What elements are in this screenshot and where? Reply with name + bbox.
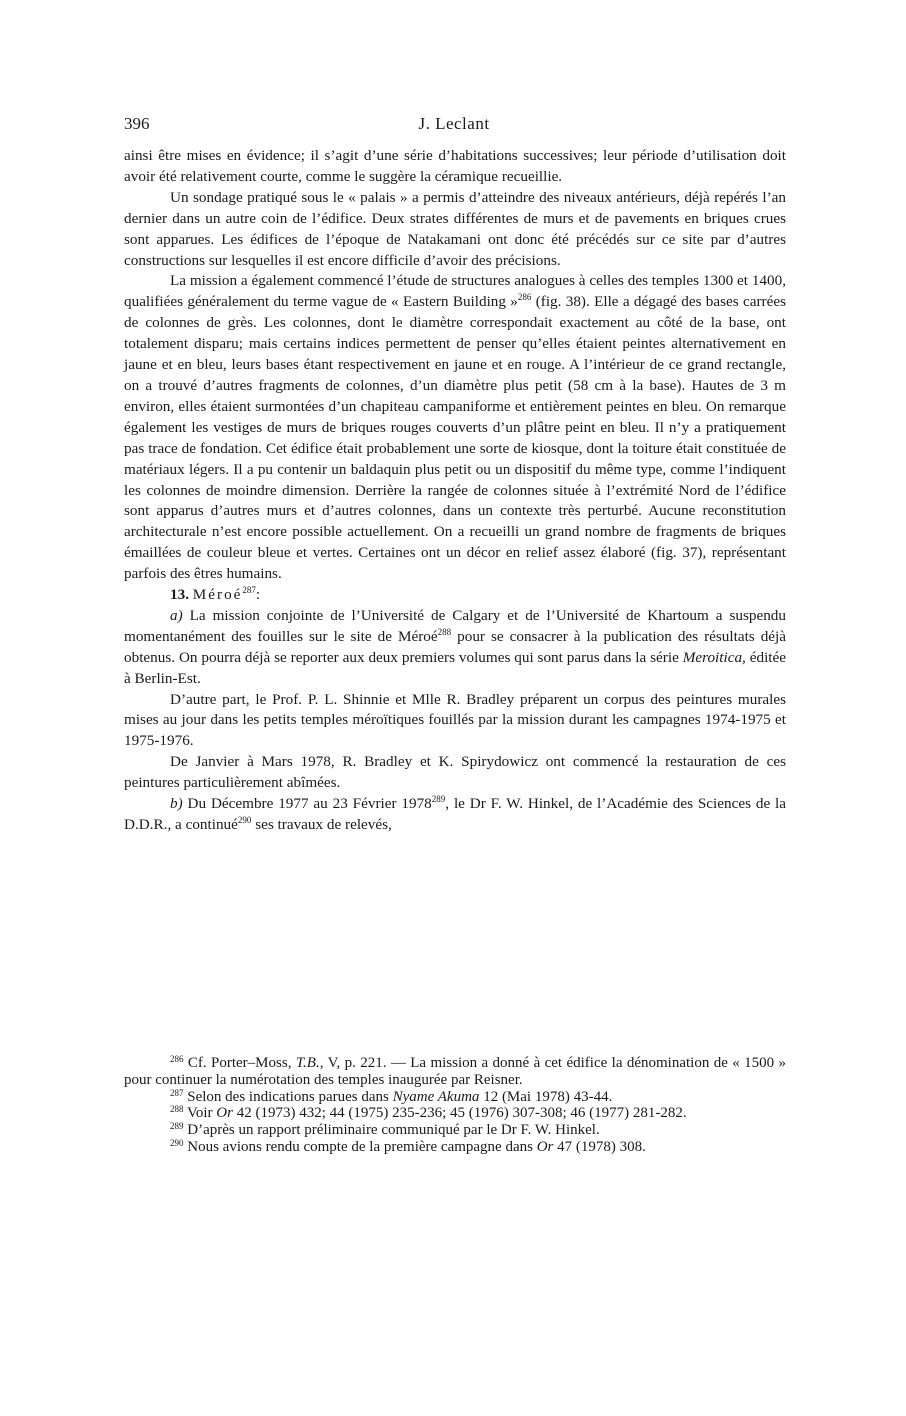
footnote-289 xyxy=(124,1122,786,1139)
footnote-number: 287 xyxy=(170,1087,184,1098)
running-head: J. Leclant xyxy=(418,114,490,133)
footnote-288 xyxy=(124,1105,786,1122)
footnote-287 xyxy=(124,1089,786,1106)
footnote-text: Voir xyxy=(186,1105,217,1122)
footnotes xyxy=(124,1055,786,1156)
paragraph-a-text: La mission conjointe de l’Université de Calgary et de l’Université de Khartoum a suspendu momentanément des fouilles sur le site de Méroé xyxy=(124,606,786,645)
footnote-ref-286: 286 xyxy=(517,292,532,303)
section-heading xyxy=(124,585,786,606)
footnote-italic: Or xyxy=(216,1105,233,1122)
paragraph-a xyxy=(124,606,786,690)
footnote-text: Selon des indications parues dans xyxy=(187,1088,393,1105)
paragraph-2: Un sondage pratiqué sous le « palais » a permis d’atteindre des niveaux antérieurs, déjà repérés l’an dernier dans un autre coin de l’édifice. Deux strates différentes de murs et de pavements en briques crues sont apparues. Les édifices de l’époque de Natakamani ont donc été précédés sur ce site par d’autres constructions sur lesquelles il est encore difficile d’avoir des précisions. xyxy=(124,188,786,269)
footnote-ref-290: 290 xyxy=(237,815,252,825)
section-number: 13. xyxy=(170,586,189,604)
paragraph-b-text-3: ses travaux de relevés, xyxy=(251,816,392,833)
paragraph-3-text-a: La mission a également commencé l’étude de structures analogues à celles des temples 1300 et 1400, qualifiées généralement du terme vague de « Eastern Building » xyxy=(124,272,786,311)
footnote-number: 289 xyxy=(170,1121,184,1132)
page-header xyxy=(124,114,784,138)
footnote-ref-288: 288 xyxy=(437,626,452,637)
footnote-italic: Or xyxy=(536,1138,554,1155)
paragraph-a-text-3: éditée à Berlin-Est. xyxy=(124,648,786,687)
paragraph-b-label: b) xyxy=(170,795,183,813)
paragraph-6: De Janvier à Mars 1978, R. Bradley et K. Spirydowicz ont commencé la restauration de ces peintures particulièrement abîmées. xyxy=(124,753,786,792)
footnote-text: 47 (1978) 308. xyxy=(553,1138,646,1155)
footnote-text: D’après un rapport préliminaire communiqué par le Dr F. W. Hinkel. xyxy=(187,1122,600,1139)
paragraph-3 xyxy=(124,271,786,585)
paragraph-b-text-2: , le Dr F. W. Hinkel, de l’Académie des Sciences de la D.D.R., a continué xyxy=(124,795,787,833)
section-title: Méroé xyxy=(192,586,243,604)
footnote-286 xyxy=(124,1055,786,1089)
paragraph-a-text-2: pour se consacrer à la publication des résultats déjà obtenus. On pourra déjà se reporter aux deux premiers volumes qui sont parus dans la série xyxy=(124,627,786,666)
footnote-text: Nous avions rendu compte de la première campagne dans xyxy=(187,1138,537,1155)
footnote-text: 42 (1973) 432; 44 (1975) 235-236; 45 (1976) 307-308; 46 (1977) 281-282. xyxy=(232,1105,687,1122)
footnote-number: 290 xyxy=(170,1137,184,1148)
body-text xyxy=(124,146,786,836)
footnote-text: 12 (Mai 1978) 43-44. xyxy=(479,1088,613,1105)
footnote-text: Cf. Porter–Moss, xyxy=(187,1055,296,1071)
paragraph-b-text: Du Décembre 1977 au 23 Février 1978 xyxy=(182,795,432,813)
series-title: Meroitica, xyxy=(682,648,746,666)
footnote-number: 288 xyxy=(170,1104,184,1115)
footnote-ref-287: 287 xyxy=(242,585,256,596)
page-number: 396 xyxy=(124,114,150,133)
footnote-italic: T.B. xyxy=(295,1055,320,1071)
paragraph-3-text-b: (fig. 38). Elle a dégagé des bases carrées de colonnes de grès. Les colonnes, dont le diamètre correspondait exactement au côté de la base, ont totalement disparu; mais certains indices permettent de penser qu’elles étaient peintes alternativement en jaune et en bleu, leurs bases étant respectivement en jaune et en rouge. A l’intérieur de ce grand rectangle, on a trouvé d’autres fragments de colonnes, d’un diamètre plus petit (58 cm à la base). Hautes de 3 m environ, elles étaient surmontées d’un chapiteau campaniforme et entièrement peintes en bleu. On remarque également les vestiges de murs de briques rouges couverts d’un plâtre peint en bleu. Il n’y a pratiquement pas trace de fondation. Cet édifice était probablement une sorte de kiosque, dont la toiture était constituée de matériaux légers. Il a pu contenir un baldaquin plus petit ou un dispositif du même type, comme l’indiquent les colonnes de moindre dimension. Derrière la rangée de colonnes située à l’extrémité Nord de l’édifice sont apparus d’autres murs et d’autres colonnes, dans un contexte très perturbé. Aucune reconstitution architecturale n’est encore possible actuellement. On a recueilli un grand nombre de fragments de briques émaillées de couleur bleue et vertes. Certaines ont un décor en relief assez élaboré (fig. 37), représentant parfois des êtres humains. xyxy=(124,293,786,583)
paragraph-5: D’autre part, le Prof. P. L. Shinnie et Mlle R. Bradley préparent un corpus des peintures murales mises au jour dans les petits temples méroïtiques fouillés par la mission durant les campagnes 1974-1975 et 1975-1976. xyxy=(124,690,786,750)
footnote-290 xyxy=(124,1139,786,1156)
footnote-text: , V, p. 221. — La mission a donné à cet édifice la dénomination de « 1500 » pour continuer la numérotation des temples inaugurée par Reisner. xyxy=(124,1055,787,1088)
footnote-number: 286 xyxy=(170,1054,184,1064)
paragraph-b xyxy=(124,794,786,836)
paragraph-1: ainsi être mises en évidence; il s’agit d’une série d’habitations successives; leur période d’utilisation doit avoir été relativement courte, comme le suggère la céramique recueillie. xyxy=(124,147,786,185)
footnote-ref-289: 289 xyxy=(431,794,446,805)
paragraph-a-label: a) xyxy=(170,606,183,624)
section-colon: : xyxy=(255,586,261,604)
footnote-italic: Nyame Akuma xyxy=(392,1088,480,1105)
